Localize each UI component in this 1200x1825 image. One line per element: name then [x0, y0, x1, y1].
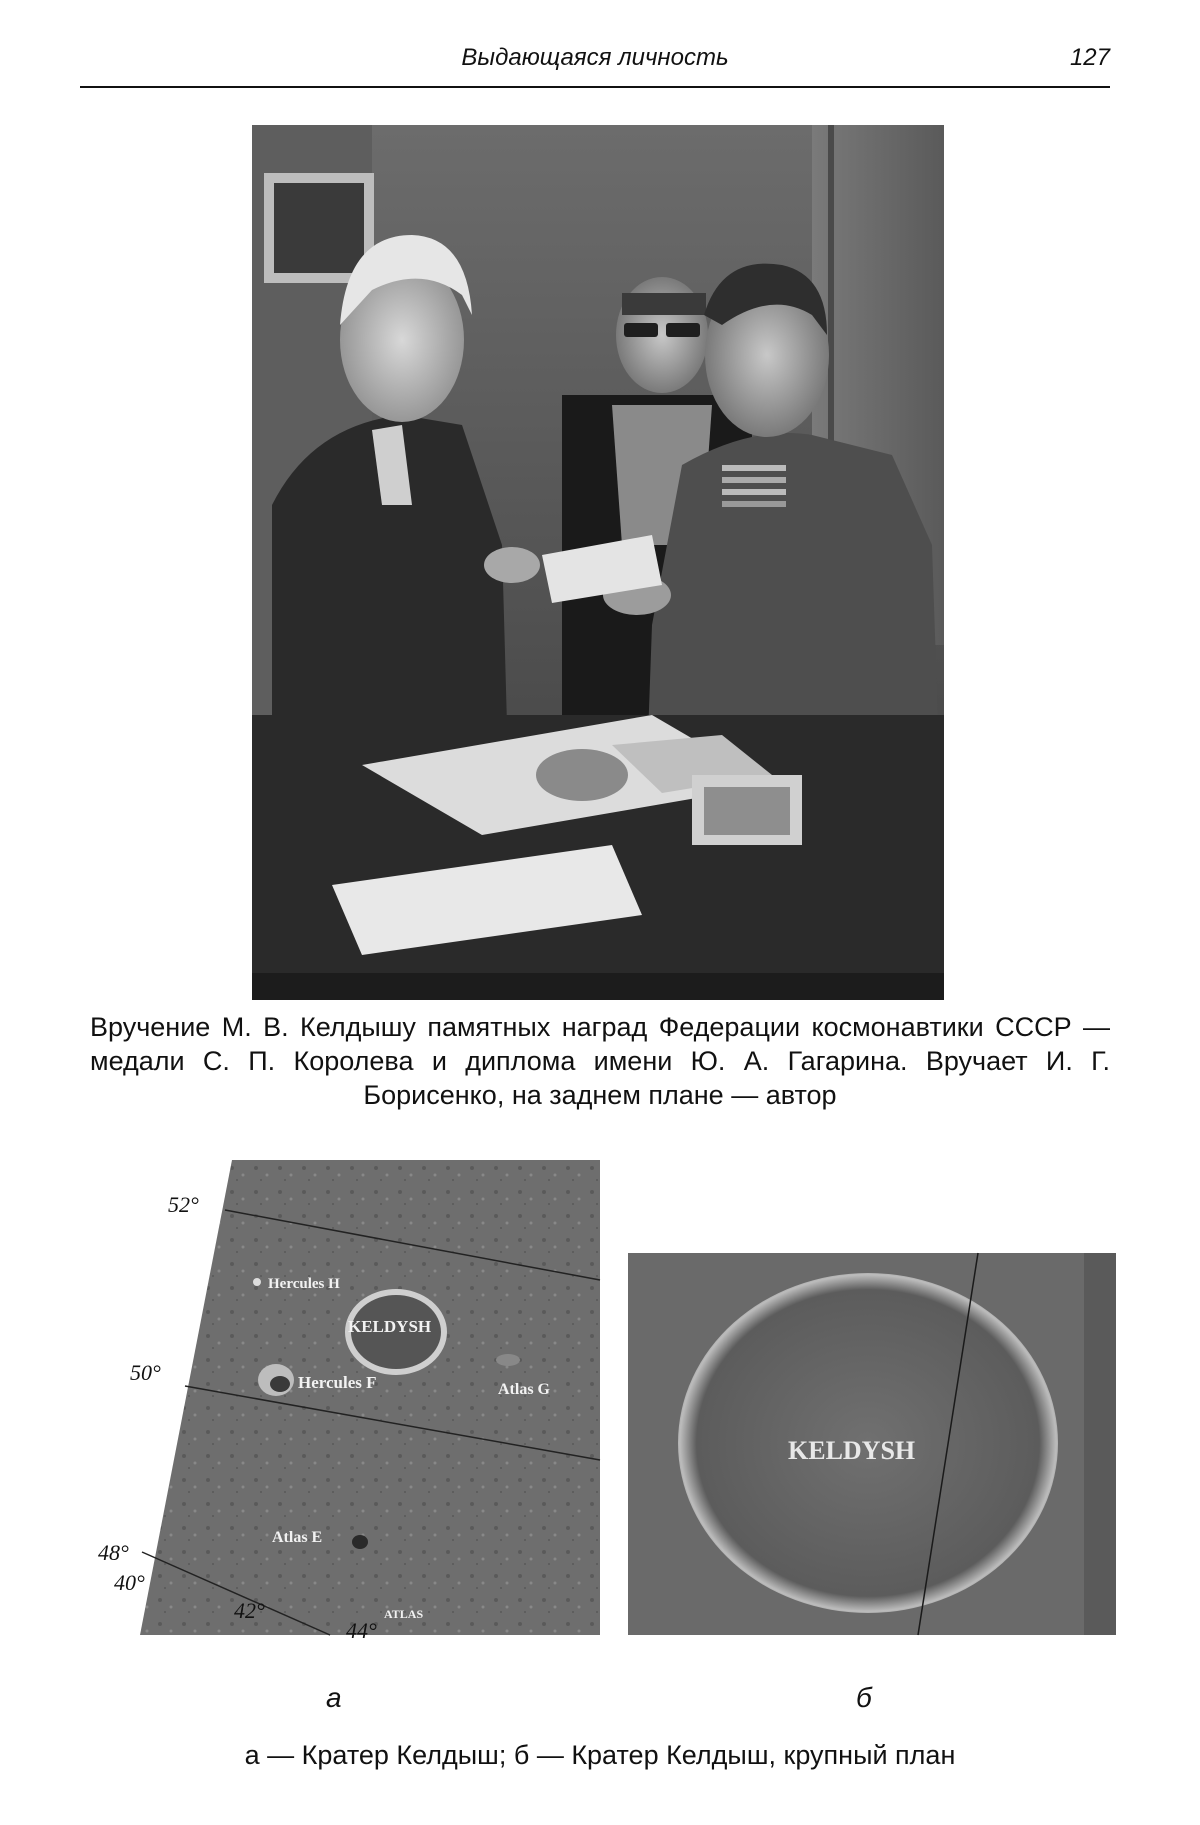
award-photo-image — [252, 125, 944, 1000]
hercules-h-label: Hercules H — [268, 1276, 340, 1292]
lon-40-label: 40° — [114, 1570, 145, 1595]
crater-map-image — [98, 1160, 600, 1643]
running-title: Выдающаяся личность — [461, 44, 729, 71]
lon-44-label: 44° — [346, 1618, 377, 1643]
lat-48-label: 48° — [98, 1540, 129, 1565]
keldysh-closeup-label: KELDYSH — [788, 1436, 916, 1465]
page-number: 127 — [1069, 44, 1110, 71]
page-header — [80, 38, 1110, 88]
photo-caption: Вручение М. В. Келдышу памятных наград Федерации космонавтики СССР — медали С. П. Королева и диплома имени Ю. А. Гагарина. Вручает И. Г. Борисенко, на заднем плане — автор — [90, 1012, 1110, 1110]
lon-42-label: 42° — [234, 1598, 265, 1623]
hercules-f-label: Hercules F — [298, 1373, 377, 1392]
keldysh-map-label: KELDYSH — [348, 1317, 432, 1336]
lat-52-label: 52° — [168, 1192, 199, 1217]
subfigure-a-label: а — [326, 1682, 342, 1713]
crater-closeup — [628, 1253, 1116, 1635]
atlas-g-label: Atlas G — [498, 1381, 550, 1398]
atlas-label: ATLAS — [384, 1607, 424, 1621]
subfigure-b-label: б — [856, 1682, 872, 1713]
crater-closeup-image — [628, 1253, 1116, 1635]
lat-50-label: 50° — [130, 1360, 161, 1385]
award-photo — [252, 125, 944, 1000]
crater-map — [98, 1160, 600, 1643]
header-rule — [80, 86, 1110, 88]
atlas-e-label: Atlas E — [272, 1529, 323, 1546]
crater-caption: а — Кратер Келдыш; б — Кратер Келдыш, крупный план — [244, 1740, 956, 1770]
